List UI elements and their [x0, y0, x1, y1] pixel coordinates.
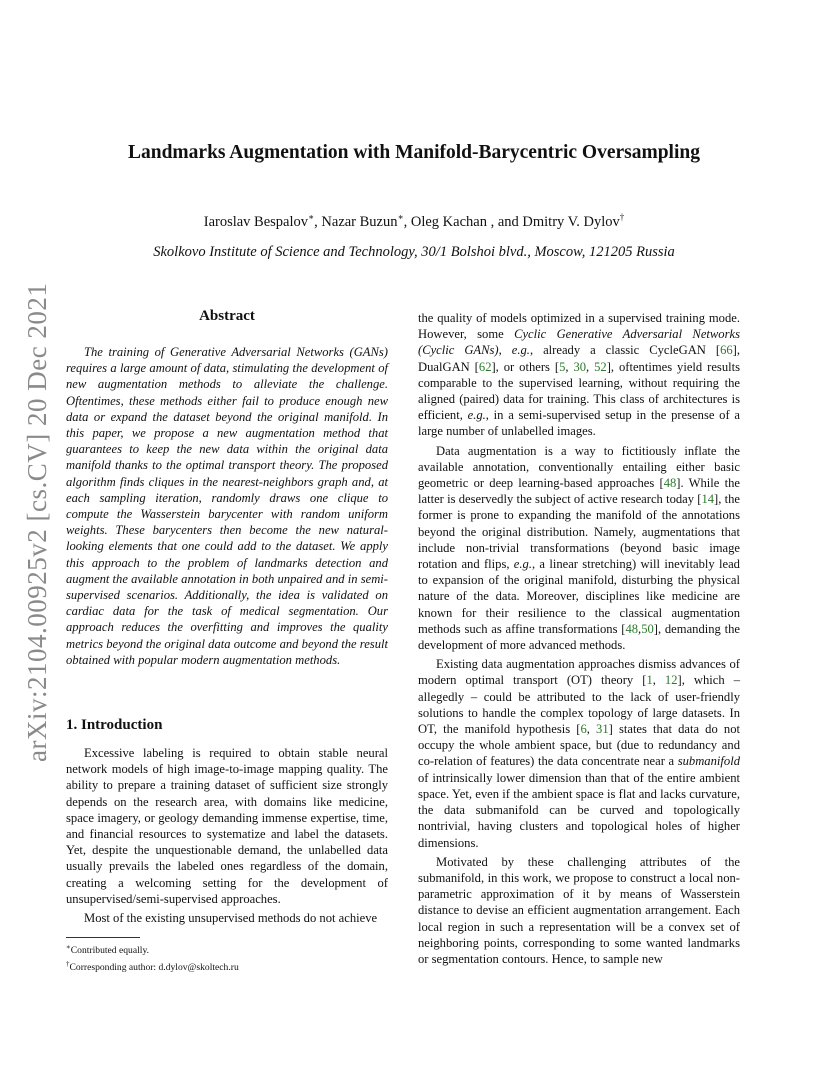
footnote: †Corresponding author: d.dylov@skoltech.ru — [66, 959, 239, 973]
paragraph: Excessive labeling is required to obtain stable neural network models of high image-to-image mapping quality. The ability to prepare a training dataset of sufficient size strongly depends on the research area, with domains like medicine, space imagery, or geology demanding immense expertise, time, and financial resources to systematize and label the datasets. Yet, despite the unquestionable demand, the unlabelled data usually prevails the labeled ones regardless of the domain, creating a welcoming setting for the development of unsupervised/semi-supervised approaches. — [66, 746, 388, 906]
citation-link[interactable]: 14 — [701, 492, 715, 507]
author-name: , Nazar Buzun — [314, 213, 398, 230]
footnote: ∗Contributed equally. — [66, 943, 150, 957]
arxiv-identifier: arXiv:2104.00925v2 [cs.CV] 20 Dec 2021 — [22, 282, 52, 762]
citation-link[interactable]: 31 — [596, 722, 609, 737]
paragraph: Data augmentation is a way to fictitiously inflate the available annotation, conventionally entailing either basic geometric or deep learning-based approaches [48]. While the latter is deservedly the subject of active research today [14], the former is prone to expanding the manifold of the annotations beyond the original distribution. Namely, augmentations that include non-trivial transformations (beyond basic image rotation and flips, e.g., a linear stretching) will inevitably lead to expansion of the original manifold, disturbing the physical nature of the data. Moreover, disciplines like medicine are known for their resilience to the classical augmentation methods such as affine transformations [48,50], demanding the development of more advanced methods. — [418, 443, 740, 653]
citation-link[interactable]: 12 — [664, 673, 678, 688]
citation-link[interactable]: 48 — [663, 476, 677, 491]
citation-link[interactable]: 52 — [594, 359, 607, 374]
citation-link[interactable]: 5 — [559, 359, 566, 374]
author-mark: † — [619, 212, 625, 222]
author-name: , Oleg Kachan , and Dmitry V. Dylov — [403, 213, 620, 230]
author-list — [0, 207, 828, 232]
section-heading: 1. Introduction — [66, 717, 163, 733]
paragraph: Most of the existing unsupervised methods do not achieve — [84, 911, 378, 926]
citation-link[interactable]: 50 — [641, 621, 654, 636]
paragraph: the quality of models optimized in a supervised training mode. However, some Cyclic Generative Adversarial Networks (Cyclic GANs), e.g., already a classic CycleGAN [66], DualGAN [62], or others [5, 30, 52], oftentimes yield results comparable to the supervised learning, without requiring the aligned (paired) data for training. This class of architectures is efficient, e.g., in a semi-supervised setup in the presense of a large number of unlabelled images. — [418, 311, 741, 439]
citation-link[interactable]: 30 — [573, 359, 587, 374]
citation-link[interactable]: 1 — [646, 673, 653, 688]
paragraph: Motivated by these challenging attributes of the submanifold, in this work, we propose to construct a local non-parametric approximation of it by means of Wasserstein distance to devise an efficient augmentation arrangement. Each local region in such a representation will be a convex set of neighboring points, corresponding to some wanted landmarks or segmentation contours. Hence, to sample new — [418, 854, 740, 966]
citation-link[interactable]: 62 — [478, 359, 492, 374]
affiliation: Skolkovo Institute of Science and Technology, 30/1 Bolshoi blvd., Moscow, 121205 Russia — [153, 244, 675, 260]
paper-title: Landmarks Augmentation with Manifold-Barycentric Oversampling — [127, 142, 700, 163]
abstract-heading: Abstract — [199, 308, 255, 324]
citation-link[interactable]: 6 — [580, 722, 587, 737]
citation-link[interactable]: 66 — [720, 343, 733, 358]
paragraph: Existing data augmentation approaches dismiss advances of modern optimal transport (OT) theory [1, 12], which – allegedly – could be attributed to the lack of user-friendly solutions to handle the complex topology of large datasets. In OT, the manifold hypothesis [6, 31] states that data do not occupy the whole ambient space, but (due to redundancy and co-relation of features) the data concentrate near a submanifold of intrinsically lower dimension than that of the entire ambient space. Yet, even if the ambient space is flat and lacks curvature, the data submanifold can be curved and topologically nontrivial, having clusters and topological holes of higher dimensions. — [418, 657, 741, 850]
right-column — [418, 310, 740, 967]
footnote-divider — [66, 937, 140, 938]
abstract-text: The training of Generative Adversarial Networks (GANs) requires a large amount of data, stimulating the development of new augmentation methods to alleviate the challenge. Oftentimes, these methods either fail to produce enough new data or expand the dataset beyond the original manifold. In this paper, we propose a new augmentation method that guarantees to keep the new data within the original data manifold thanks to the optimal transport theory. The proposed algorithm finds cliques in the nearest-neighbors graph and, at each sampling iteration, randomly draws one clique to compute the Wasserstein barycenter with random uniform weights. These barycenters then become the new natural-looking elements that one could add to the dataset. We apply this approach to the problem of landmarks detection and augment the available annotation in both unpaired and in semi-supervised scenarios. Additionally, the idea is validated on cardiac data for the task of medical segmentation. Our approach reduces the overfitting and improves the quality metrics beyond the original data outcome and beyond the result obtained with popular modern augmentation methods. — [66, 345, 388, 667]
author-name: Iaroslav Bespalov — [203, 213, 309, 230]
footnotes — [66, 941, 388, 974]
author-mark: ∗ — [397, 212, 404, 222]
author-mark: ∗ — [308, 212, 315, 222]
intro-column-left — [66, 745, 388, 926]
citation-link[interactable]: 48 — [625, 621, 639, 636]
